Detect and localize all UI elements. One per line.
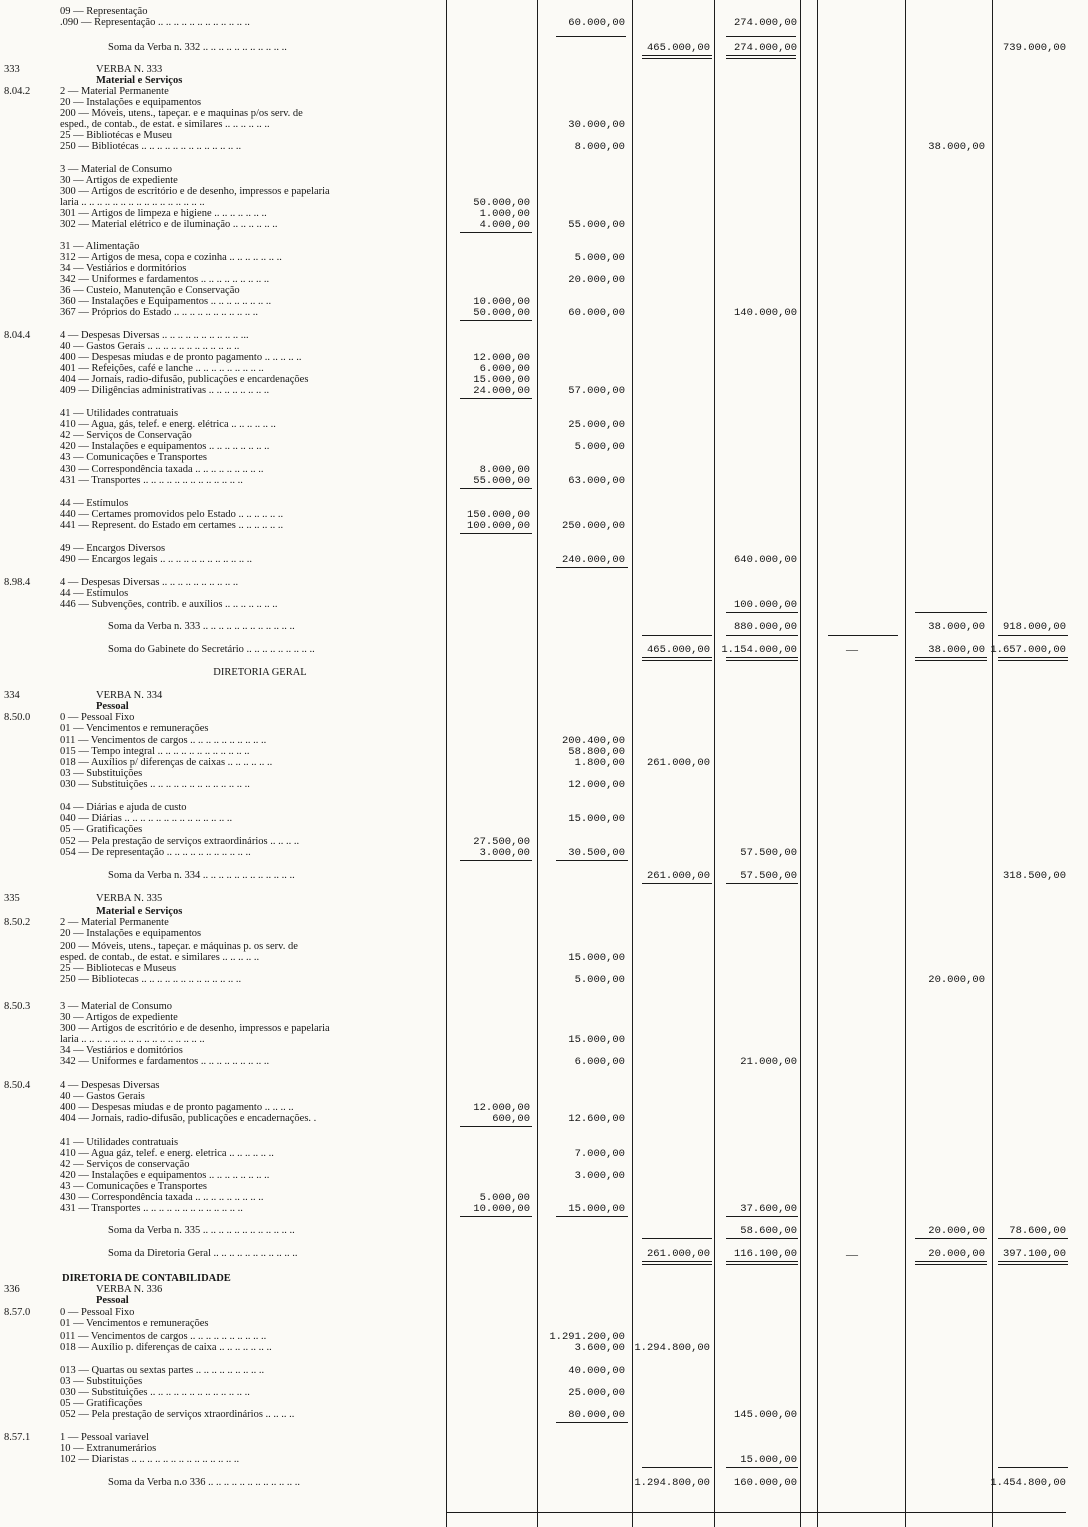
subtotal-rule	[460, 320, 532, 321]
line-description: 030 — Substituições .. .. .. .. .. .. .. .. .. .. .. .. ..	[60, 1387, 250, 1398]
ledger-row	[0, 928, 1088, 940]
line-code: 8.98.4	[4, 577, 31, 588]
ledger-row	[0, 723, 1088, 735]
ledger-row	[0, 1454, 1088, 1466]
line-description: esped. de contab., de estat. e similares .. .. .. .. ..	[60, 952, 260, 963]
ledger-row	[0, 452, 1088, 464]
line-description: 30 — Artigos de expediente	[60, 175, 178, 186]
total-rule	[642, 657, 712, 661]
line-description: Soma da Verba n.o 336 .. .. .. .. .. .. .. .. .. .. .. ..	[108, 1477, 300, 1488]
line-description: Soma do Gabinete do Secretário .. .. .. .. .. .. .. .. ..	[108, 644, 315, 655]
line-description: 4 — Despesas Diversas .. .. .. .. .. .. .. .. .. ..	[60, 577, 239, 588]
ledger-row	[0, 1318, 1088, 1330]
amount-element: 55.000,00	[568, 219, 625, 231]
line-description: 400 — Despesas miudas e de pronto pagamento .. .. .. ..	[60, 1102, 294, 1113]
line-description: 018 — Auxílio p. diferenças de caixa .. .. .. .. .. .. ..	[60, 1342, 272, 1353]
line-description: 20 — Instalações e equipamentos	[60, 97, 202, 108]
ledger-row	[0, 475, 1088, 487]
line-description: Material e Serviços	[96, 906, 183, 917]
amount-element: 15.000,00	[568, 1034, 625, 1046]
ledger-row	[0, 385, 1088, 397]
amount-element: 57.000,00	[568, 385, 625, 397]
line-description: 250 — Bibliotécas .. .. .. .. .. .. .. .. .. .. .. .. ..	[60, 141, 242, 152]
line-description: 052 — Pela prestação de serviços xtraordinários .. .. .. ..	[60, 1409, 295, 1420]
ledger-row	[0, 599, 1088, 611]
line-description: 0 — Pessoal Fixo	[60, 712, 135, 723]
line-description: 25 — Bibliotécas e Museu	[60, 130, 172, 141]
ledger-row	[0, 1248, 1088, 1260]
line-description: 302 — Material elétrico e de iluminação .. .. .. .. .. ..	[60, 219, 278, 230]
line-description: Soma da Verba n. 335 .. .. .. .. .. .. .. .. .. .. .. ..	[108, 1225, 295, 1236]
line-description: 013 — Quartas ou sextas partes .. .. .. .. .. .. .. .. ..	[60, 1365, 265, 1376]
subtotal-rule	[556, 36, 626, 37]
line-code: 8.50.3	[4, 1001, 31, 1012]
amount-custeio: 37.600,00	[740, 1203, 797, 1215]
amount-element: 25.000,00	[568, 419, 625, 431]
line-description: Soma da Verba n. 334 .. .. .. .. .. .. .. .. .. .. .. ..	[108, 870, 295, 881]
line-description: 10 — Extranumerários	[60, 1443, 157, 1454]
subtotal-rule	[556, 1422, 628, 1423]
line-description: 054 — De representação .. .. .. .. .. .. .. .. .. .. ..	[60, 847, 251, 858]
line-description: 20 — Instalações e equipamentos	[60, 928, 202, 939]
line-description: 04 — Diárias e ajuda de custo	[60, 802, 187, 813]
line-description: 05 — Gratificações	[60, 1398, 143, 1409]
total-rule	[998, 657, 1068, 661]
line-code: 335	[4, 893, 20, 904]
subtotal-rule	[726, 1216, 798, 1217]
amount-element: 240.000,00	[561, 554, 625, 566]
subtotal-rule	[460, 1126, 532, 1127]
line-description: 36 — Custeio, Manutenção e Conservação	[60, 285, 240, 296]
amount-total: 739.000,00	[1002, 42, 1066, 54]
amount-detail: 12.000,00	[473, 1102, 530, 1114]
line-code: 334	[4, 690, 20, 701]
line-description: 40 — Gastos Gerais	[60, 1091, 145, 1102]
amount-element: 30.000,00	[568, 119, 625, 131]
total-rule	[726, 55, 796, 59]
amount-custeio: 640.000,00	[733, 554, 797, 566]
amount-custeio: 116.100,00	[733, 1248, 797, 1260]
line-description: 05 — Gratificações	[60, 824, 143, 835]
line-code: 333	[4, 64, 20, 75]
amount-custeio: 140.000,00	[733, 307, 797, 319]
amount-custeio: 57.500,00	[740, 870, 797, 882]
amount-detail: 5.000,00	[479, 1192, 530, 1204]
line-description: 43 — Comunicações e Transportes	[60, 452, 207, 463]
line-description: 440 — Certames promovidos pelo Estado .. .. .. .. .. ..	[60, 509, 284, 520]
line-description: VERBA N. 334	[96, 690, 163, 701]
amount-element: 40.000,00	[568, 1365, 625, 1377]
line-description: 410 — Agua, gás, telef. e energ. elétrica .. .. .. .. .. ..	[60, 419, 276, 430]
line-description: 41 — Utilidades contratuais	[60, 408, 179, 419]
line-description: 44 — Estímulos	[60, 498, 129, 509]
line-description: 44 — Estímulos	[60, 588, 129, 599]
dash-mark: —	[846, 1247, 858, 1261]
amount-detail: 8.000,00	[479, 464, 530, 476]
ledger-row	[0, 1342, 1088, 1354]
line-description: 410 — Agua gáz, telef. e energ. eletrica .. .. .. .. .. ..	[60, 1148, 274, 1159]
line-description: 09 — Representação	[60, 6, 148, 17]
subtotal-rule	[726, 1238, 798, 1239]
line-description: 367 — Próprios do Estado .. .. .. .. .. .. .. .. .. .. ..	[60, 307, 259, 318]
amount-capital: 20.000,00	[928, 1248, 985, 1260]
line-description: 011 — Vencimentos de cargos .. .. .. .. .. .. .. .. .. ..	[60, 735, 267, 746]
line-description: 300 — Artigos de escritório e de desenho, impressos e papelaria	[60, 1023, 330, 1034]
line-description: 360 — Instalações e Equipamentos .. .. .. .. .. .. .. ..	[60, 296, 272, 307]
ledger-row	[0, 307, 1088, 319]
subtotal-rule	[642, 883, 712, 884]
line-description: 011 — Vencimentos de cargos .. .. .. .. .. .. .. .. .. ..	[60, 1331, 267, 1342]
amount-custeio: 57.500,00	[740, 847, 797, 859]
amount-element: 1.800,00	[574, 757, 625, 769]
amount-capital: 38.000,00	[928, 644, 985, 656]
ledger-row	[0, 17, 1088, 29]
subtotal-rule	[556, 567, 628, 568]
line-description: 404 — Jornais, radio-difusão, publicações e encardenações	[60, 374, 309, 385]
amount-detail: 50.000,00	[473, 197, 530, 209]
amount-capital: 38.000,00	[928, 621, 985, 633]
total-rule	[642, 55, 712, 59]
ledger-row	[0, 1295, 1088, 1307]
subtotal-rule	[998, 1238, 1068, 1239]
amount-element: 5.000,00	[574, 974, 625, 986]
line-description: 42 — Serviços de conservação	[60, 1159, 190, 1170]
line-description: 342 — Uniformes e fardamentos .. .. .. .. .. .. .. .. ..	[60, 274, 270, 285]
amount-total: 397.100,00	[1002, 1248, 1066, 1260]
line-description: 301 — Artigos de limpeza e higiene .. .. .. .. .. .. ..	[60, 208, 267, 219]
ledger-row	[0, 870, 1088, 882]
line-description: 30 — Artigos de expediente	[60, 1012, 178, 1023]
subtotal-rule	[726, 883, 798, 884]
line-description: 41 — Utilidades contratuais	[60, 1137, 179, 1148]
amount-custeio: 58.600,00	[740, 1225, 797, 1237]
line-description: 200 — Móveis, utens., tapeçar. e e maquinas p/os serv. de	[60, 108, 303, 119]
ledger-row	[0, 893, 1088, 905]
line-description: 2 — Material Permanente	[60, 917, 169, 928]
amount-element: 12.600,00	[568, 1113, 625, 1125]
line-description: 250 — Bibliotecas .. .. .. .. .. .. .. .. .. .. .. .. ..	[60, 974, 242, 985]
amount-detail: 3.000,00	[479, 847, 530, 859]
amount-custeio: 274.000,00	[733, 17, 797, 29]
amount-element: 63.000,00	[568, 475, 625, 487]
total-rule	[726, 657, 798, 661]
subtotal-rule	[460, 488, 532, 489]
line-description: 400 — Despesas miudas e de pronto pagamento .. .. .. .. ..	[60, 352, 302, 363]
line-description: Pessoal	[96, 1295, 129, 1306]
total-rule	[998, 1261, 1068, 1265]
line-description: 431 — Transportes .. .. .. .. .. .. .. .. .. .. .. .. ..	[60, 1203, 243, 1214]
line-description: 34 — Vestiários e domitórios	[60, 1045, 183, 1056]
subtotal-rule	[915, 612, 987, 613]
amount-pessoal: 261.000,00	[646, 757, 710, 769]
line-description: 441 — Represent. do Estado em certames .. .. .. .. .. ..	[60, 520, 284, 531]
amount-element: 5.000,00	[574, 441, 625, 453]
line-description: DIRETORIA DE CONTABILIDADE	[62, 1273, 231, 1284]
line-description: 01 — Vencimentos e remunerações	[60, 723, 209, 734]
amount-detail: 100.000,00	[466, 520, 530, 532]
amount-element: 200.400,00	[561, 735, 625, 747]
amount-total: 1.454.800,00	[990, 1477, 1066, 1489]
total-rule	[915, 657, 987, 661]
line-description: Soma da Verba n. 333 .. .. .. .. .. .. .. .. .. .. .. ..	[108, 621, 295, 632]
subtotal-rule	[556, 860, 628, 861]
amount-element: 3.000,00	[574, 1170, 625, 1182]
amount-element: 250.000,00	[561, 520, 625, 532]
line-description: laria .. .. .. .. .. .. .. .. .. .. .. .. .. .. .. ..	[60, 1034, 205, 1045]
amount-element: 6.000,00	[574, 1056, 625, 1068]
subtotal-rule	[642, 1467, 712, 1468]
dash-mark: —	[846, 642, 858, 656]
line-description: 25 — Bibliotecas e Museus	[60, 963, 177, 974]
subtotal-rule	[460, 232, 532, 233]
ledger-row	[0, 1225, 1088, 1237]
amount-custeio: 100.000,00	[733, 599, 797, 611]
ledger-row	[0, 1203, 1088, 1215]
amount-pessoal: 465.000,00	[646, 42, 710, 54]
line-description: VERBA N. 336	[96, 1284, 163, 1295]
total-rule	[726, 1261, 798, 1265]
total-rule	[642, 1261, 712, 1265]
line-code: 8.50.0	[4, 712, 31, 723]
line-description: 49 — Encargos Diversos	[60, 543, 166, 554]
ledger-row	[0, 667, 1088, 679]
amount-custeio: 274.000,00	[733, 42, 797, 54]
line-description: 409 — Diligências administrativas .. .. .. .. .. .. .. ..	[60, 385, 270, 396]
ledger-row	[0, 42, 1088, 54]
line-code: 8.57.1	[4, 1432, 31, 1443]
amount-custeio: 880.000,00	[733, 621, 797, 633]
line-description: 40 — Gastos Gerais .. .. .. .. .. .. .. .. .. .. .. ..	[60, 341, 240, 352]
line-description: 43 — Comunicações e Transportes	[60, 1181, 207, 1192]
subtotal-rule	[460, 398, 532, 399]
amount-element: 15.000,00	[568, 952, 625, 964]
amount-capital: 38.000,00	[928, 141, 985, 153]
subtotal-rule	[915, 1238, 987, 1239]
subtotal-rule	[726, 36, 796, 37]
amount-detail: 12.000,00	[473, 352, 530, 364]
line-description: 300 — Artigos de escritório e de desenho, impressos e papelaria	[60, 186, 330, 197]
ledger-row	[0, 779, 1088, 791]
line-description: 4 — Despesas Diversas .. .. .. .. .. .. .. .. .. .. ...	[60, 330, 249, 341]
amount-element: 20.000,00	[568, 274, 625, 286]
line-description: VERBA N. 335	[96, 893, 163, 904]
line-description: 430 — Correspondência taxada .. .. .. .. .. .. .. .. ..	[60, 1192, 264, 1203]
amount-element: 60.000,00	[568, 307, 625, 319]
amount-element: 60.000,00	[568, 17, 625, 29]
amount-element: 1.291.200,00	[549, 1331, 625, 1343]
line-description: 4 — Despesas Diversas	[60, 1080, 160, 1091]
amount-element: 12.000,00	[568, 779, 625, 791]
subtotal-rule	[998, 635, 1068, 636]
line-code: 8.04.2	[4, 86, 31, 97]
line-description: 015 — Tempo integral .. .. .. .. .. .. .. .. .. .. .. ..	[60, 746, 250, 757]
ledger-row	[0, 1113, 1088, 1125]
amount-detail: 4.000,00	[479, 219, 530, 231]
amount-element: 7.000,00	[574, 1148, 625, 1160]
amount-custeio: 21.000,00	[740, 1056, 797, 1068]
line-description: 312 — Artigos de mesa, copa e cozinha .. .. .. .. .. .. ..	[60, 252, 282, 263]
line-description: 401 — Refeições, café e lanche .. .. .. .. .. .. .. .. ..	[60, 363, 264, 374]
line-description: Soma da Verba n. 332 .. .. .. .. .. .. .. .. .. .. ..	[108, 42, 287, 53]
amount-custeio: 1.154.000,00	[721, 644, 797, 656]
line-description: 3 — Material de Consumo	[60, 164, 172, 175]
amount-detail: 1.000,00	[479, 208, 530, 220]
subtotal-rule	[726, 1467, 798, 1468]
subtotal-rule	[460, 860, 532, 861]
subtotal-rule	[828, 635, 898, 636]
line-description: 446 — Subvenções, contrib. e auxílios .. .. .. .. .. .. ..	[60, 599, 278, 610]
amount-custeio: 15.000,00	[740, 1454, 797, 1466]
amount-element: 25.000,00	[568, 1387, 625, 1399]
amount-element: 30.500,00	[568, 847, 625, 859]
amount-detail: 27.500,00	[473, 836, 530, 848]
amount-pessoal: 261.000,00	[646, 1248, 710, 1260]
ledger-row	[0, 974, 1088, 986]
amount-detail: 10.000,00	[473, 1203, 530, 1215]
amount-element: 8.000,00	[574, 141, 625, 153]
line-code: 8.50.4	[4, 1080, 31, 1091]
line-description: laria .. .. .. .. .. .. .. .. .. .. .. .. .. .. .. ..	[60, 197, 205, 208]
line-description: 3 — Material de Consumo	[60, 1001, 172, 1012]
amount-detail: 6.000,00	[479, 363, 530, 375]
amount-element: 80.000,00	[568, 1409, 625, 1421]
ledger-row	[0, 219, 1088, 231]
line-description: 34 — Vestiários e dormitórios	[60, 263, 187, 274]
line-description: 018 — Auxílios p/ diferenças de caixas .. .. .. .. .. ..	[60, 757, 273, 768]
line-description: 052 — Pela prestação de serviços extraordinários .. .. .. ..	[60, 836, 300, 847]
line-description: 490 — Encargos legais .. .. .. .. .. .. .. .. .. .. .. ..	[60, 554, 252, 565]
page-bottom-rule	[446, 1512, 1066, 1513]
amount-pessoal: 465.000,00	[646, 644, 710, 656]
amount-detail: 150.000,00	[466, 509, 530, 521]
subtotal-rule	[726, 612, 798, 613]
line-code: 8.50.2	[4, 917, 31, 928]
ledger-row	[0, 644, 1088, 656]
amount-detail: 50.000,00	[473, 307, 530, 319]
line-code: 8.57.0	[4, 1307, 31, 1318]
line-description: 420 — Instalações e equipamentos .. .. .. .. .. .. .. ..	[60, 1170, 270, 1181]
ledger-row	[0, 847, 1088, 859]
amount-total: 918.000,00	[1002, 621, 1066, 633]
amount-custeio: 145.000,00	[733, 1409, 797, 1421]
subtotal-rule	[998, 1467, 1068, 1468]
subtotal-rule	[460, 533, 532, 534]
subtotal-rule	[460, 1216, 532, 1217]
line-description: 2 — Material Permanente	[60, 86, 169, 97]
line-description: 31 — Alimentação	[60, 241, 140, 252]
amount-capital: 20.000,00	[928, 974, 985, 986]
line-description: Pessoal	[96, 701, 129, 712]
amount-detail: 600,00	[492, 1113, 530, 1125]
line-description: 1 — Pessoal variavel	[60, 1432, 149, 1443]
subtotal-rule	[556, 1216, 628, 1217]
line-description: 01 — Vencimentos e remunerações	[60, 1318, 209, 1329]
line-description: 040 — Diárias .. .. .. .. .. .. .. .. .. .. .. .. .. ..	[60, 813, 233, 824]
amount-total: 318.500,00	[1002, 870, 1066, 882]
amount-element: 15.000,00	[568, 1203, 625, 1215]
amount-total: 78.600,00	[1009, 1225, 1066, 1237]
line-description: .090 — Representação .. .. .. .. .. .. .. .. .. .. .. ..	[60, 17, 250, 28]
amount-detail: 10.000,00	[473, 296, 530, 308]
ledger-row	[0, 824, 1088, 836]
amount-total: 1.657.000,00	[990, 644, 1066, 656]
amount-pessoal: 261.000,00	[646, 870, 710, 882]
line-description: Material e Serviços	[96, 75, 183, 86]
line-description: 03 — Substituições	[60, 1376, 143, 1387]
line-description: 030 — Substituições .. .. .. .. .. .. .. .. .. .. .. .. ..	[60, 779, 250, 790]
line-description: DIRETORIA GERAL	[213, 667, 307, 678]
amount-pessoal: 1.294.800,00	[634, 1342, 710, 1354]
ledger-row	[0, 621, 1088, 633]
ledger-row	[0, 1477, 1088, 1489]
line-description: 03 — Substituições	[60, 768, 143, 779]
amount-element: 15.000,00	[568, 813, 625, 825]
amount-detail: 55.000,00	[473, 475, 530, 487]
amount-pessoal: 1.294.800,00	[634, 1477, 710, 1489]
subtotal-rule	[642, 635, 712, 636]
ledger-row	[0, 141, 1088, 153]
total-rule	[915, 1261, 987, 1265]
line-code: 8.04.4	[4, 330, 31, 341]
amount-capital: 20.000,00	[928, 1225, 985, 1237]
subtotal-rule	[726, 635, 798, 636]
line-description: 404 — Jornais, radio-difusão, publicações e encadernações. .	[60, 1113, 317, 1124]
amount-detail: 15.000,00	[473, 374, 530, 386]
amount-detail: 24.000,00	[473, 385, 530, 397]
amount-element: 58.800,00	[568, 746, 625, 758]
line-description: VERBA N. 333	[96, 64, 163, 75]
line-description: Soma da Diretoria Geral .. .. .. .. .. .. .. .. .. .. ..	[108, 1248, 298, 1259]
line-description: 0 — Pessoal Fixo	[60, 1307, 135, 1318]
line-description: 42 — Serviços de Conservação	[60, 430, 192, 441]
line-code: 336	[4, 1284, 20, 1295]
subtotal-rule	[642, 1238, 712, 1239]
line-description: 200 — Móveis, utens., tapeçar. e máquinas p. os serv. de	[60, 941, 298, 952]
amount-custeio: 160.000,00	[733, 1477, 797, 1489]
ledger-row	[0, 520, 1088, 532]
ledger-row	[0, 1409, 1088, 1421]
line-description: esped., de contab., de estat. e similares .. .. .. .. .. ..	[60, 119, 270, 130]
ledger-row	[0, 554, 1088, 566]
amount-element: 5.000,00	[574, 252, 625, 264]
line-description: 431 — Transportes .. .. .. .. .. .. .. .. .. .. .. .. ..	[60, 475, 243, 486]
amount-element: 3.600,00	[574, 1342, 625, 1354]
ledger-row	[0, 1056, 1088, 1068]
line-description: 102 — Diaristas .. .. .. .. .. .. .. .. .. .. .. .. .. ..	[60, 1454, 240, 1465]
line-description: 430 — Correspondência taxada .. .. .. .. .. .. .. .. ..	[60, 464, 264, 475]
line-description: 342 — Uniformes e fardamentos .. .. .. .. .. .. .. .. ..	[60, 1056, 270, 1067]
line-description: 420 — Instalações e equipamentos .. .. .. .. .. .. .. ..	[60, 441, 270, 452]
